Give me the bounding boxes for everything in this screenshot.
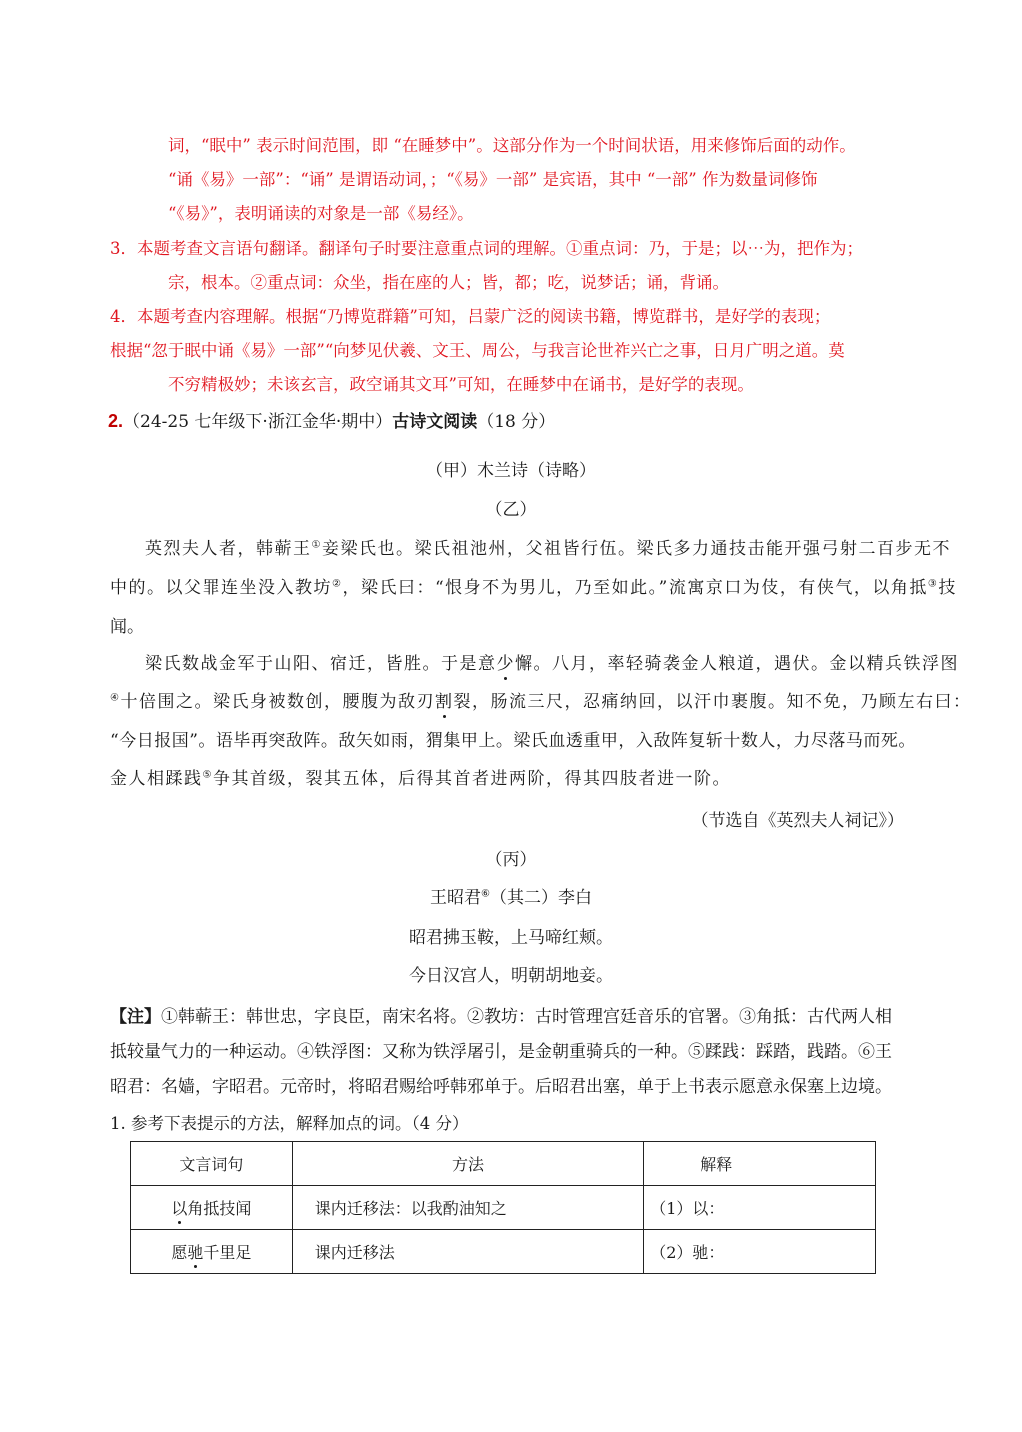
note-ref-2: ②: [332, 578, 343, 590]
dotted-word-yi: 以: [171, 1199, 188, 1218]
dotted-word-shao: 少: [496, 654, 515, 674]
table-cell-phrase: 愿驰千里足: [131, 1230, 293, 1274]
dotted-word-ge: 割: [434, 692, 454, 712]
question-title: 古诗文阅读: [392, 412, 478, 432]
table-header: 解释: [644, 1142, 876, 1186]
yi-line-1: 英烈夫人者，韩蕲王①妾梁氏也。梁氏祖池州，父祖皆行伍。梁氏多力通技击能开强弓射二百步无不: [145, 539, 951, 559]
bing-title: （丙）: [485, 850, 537, 870]
answer-line-5: 宗，根本。②重点词：众坐，指在座的人；皆，都；吃，说梦话；诵，背诵。: [168, 273, 729, 292]
sub-question-1: 1. 参考下表提示的方法，解释加点的词。（4 分）: [110, 1114, 469, 1133]
question-number: 2.: [108, 411, 124, 431]
yi-line-2: 中的。以父罪连坐没入教坊②，梁氏曰：“恨身不为男儿，乃至如此。”流寓京口为伎，有侠气，以角抵③技: [110, 578, 957, 598]
note-ref-3: ③: [927, 578, 939, 590]
yi-line-4: 梁氏数战金军于山阳、宿迁，皆胜。于是意少懈。八月，率轻骑袭金人粮道，遇伏。金以精兵铁浮图: [145, 654, 959, 674]
yi-line-7: 金人相蹂践⑤争其首级，裂其五体，后得其首者进两阶，得其四肢者进一阶。: [110, 769, 731, 789]
table-header: 文言词句: [131, 1142, 293, 1186]
question-score: （18 分）: [477, 412, 556, 432]
notes-line-1: 【注】①韩蕲王：韩世忠，字良臣，南宋名将。②教坊：古时管理宫廷音乐的官署。③角抵：古代两人相: [110, 1007, 892, 1027]
answer-field-1[interactable]: （1）以：: [644, 1186, 876, 1230]
answer-table: [130, 1141, 876, 1274]
note-ref-1: ①: [311, 539, 322, 551]
answer-field-2[interactable]: （2）驰：: [644, 1230, 876, 1274]
table-cell-method: 课内迁移法：以我酌油知之: [292, 1186, 644, 1230]
poem-title: 王昭君⑥（其二）李白: [430, 888, 592, 908]
answer-line-8: 不穷精极妙；未该玄言，政空诵其文耳”可知，在睡梦中在诵书，是好学的表现。: [168, 375, 754, 394]
table-row: [131, 1230, 876, 1274]
question-source: （24-25 七年级下·浙江金华·期中）: [123, 412, 393, 432]
yi-line-5: ④十倍围之。梁氏身被数创，腰腹为敌刃割裂，肠流三尺，忍痛纳回，以汗巾裹腹。知不免，乃顾左右曰：: [110, 692, 972, 712]
jia-title: （甲）木兰诗（诗略）: [426, 461, 596, 481]
answer-line-4: 3．本题考查文言语句翻译。翻译句子时要注意重点词的理解。①重点词：乃，于是；以⋯为，把作为；: [110, 239, 863, 258]
yi-title: （乙）: [485, 500, 537, 520]
question-header: [108, 409, 555, 434]
yi-source: （节选自《英烈夫人祠记》）: [691, 811, 904, 831]
notes-label: 【注】: [110, 1007, 161, 1027]
note-ref-4: ④: [110, 692, 121, 704]
yi-line-6: “今日报国”。语毕再突敌阵。敌矢如雨，猬集甲上。梁氏血透重甲，入敌阵复斩十数人，力尽落马而死。: [110, 731, 916, 751]
table-row: [131, 1186, 876, 1230]
notes-line-3: 昭君：名嫱，字昭君。元帝时，将昭君赐给呼韩邪单于。后昭君出塞，单于上书表示愿意永保塞上边境。: [110, 1077, 892, 1097]
notes-line-2: 抵较量气力的一种运动。④铁浮图：又称为铁浮屠引，是金朝重骑兵的一种。⑤蹂践：踩踏，践踏。⑥王: [110, 1042, 892, 1062]
table-cell-method: 课内迁移法: [292, 1230, 644, 1274]
answer-line-1: 词，“眠中” 表示时间范围，即 “在睡梦中”。这部分作为一个时间状语，用来修饰后面的动作。: [168, 136, 856, 155]
poem-line-2: 今日汉宫人，明朝胡地妾。: [409, 966, 613, 986]
poem-line-1: 昭君拂玉鞍，上马啼红颊。: [409, 928, 613, 948]
answer-line-3: “《易》”，表明诵读的对象是一部《易经》。: [168, 204, 474, 223]
yi-line-3: 闻。: [110, 617, 144, 637]
note-ref-5: ⑤: [202, 769, 213, 781]
table-header-row: [131, 1142, 876, 1186]
table-header: 方法: [292, 1142, 644, 1186]
table-cell-phrase: 以角抵技闻: [131, 1186, 293, 1230]
note-ref-6: ⑥: [481, 888, 490, 900]
answer-line-7: 根据“忽于眠中诵《易》一部”“向梦见伏羲、文王、周公，与我言论世祚兴亡之事，日月广明之道。莫: [110, 341, 845, 360]
dotted-word-chi: 驰: [187, 1243, 204, 1262]
answer-line-2: “诵《易》一部”：“诵” 是谓语动词，；“《易》一部” 是宾语，其中 “一部” 作为数量词修饰: [168, 170, 818, 189]
answer-line-6: 4．本题考查内容理解。根据“乃博览群籍”可知，吕蒙广泛的阅读书籍，博览群书，是好学的表现；: [110, 307, 831, 326]
